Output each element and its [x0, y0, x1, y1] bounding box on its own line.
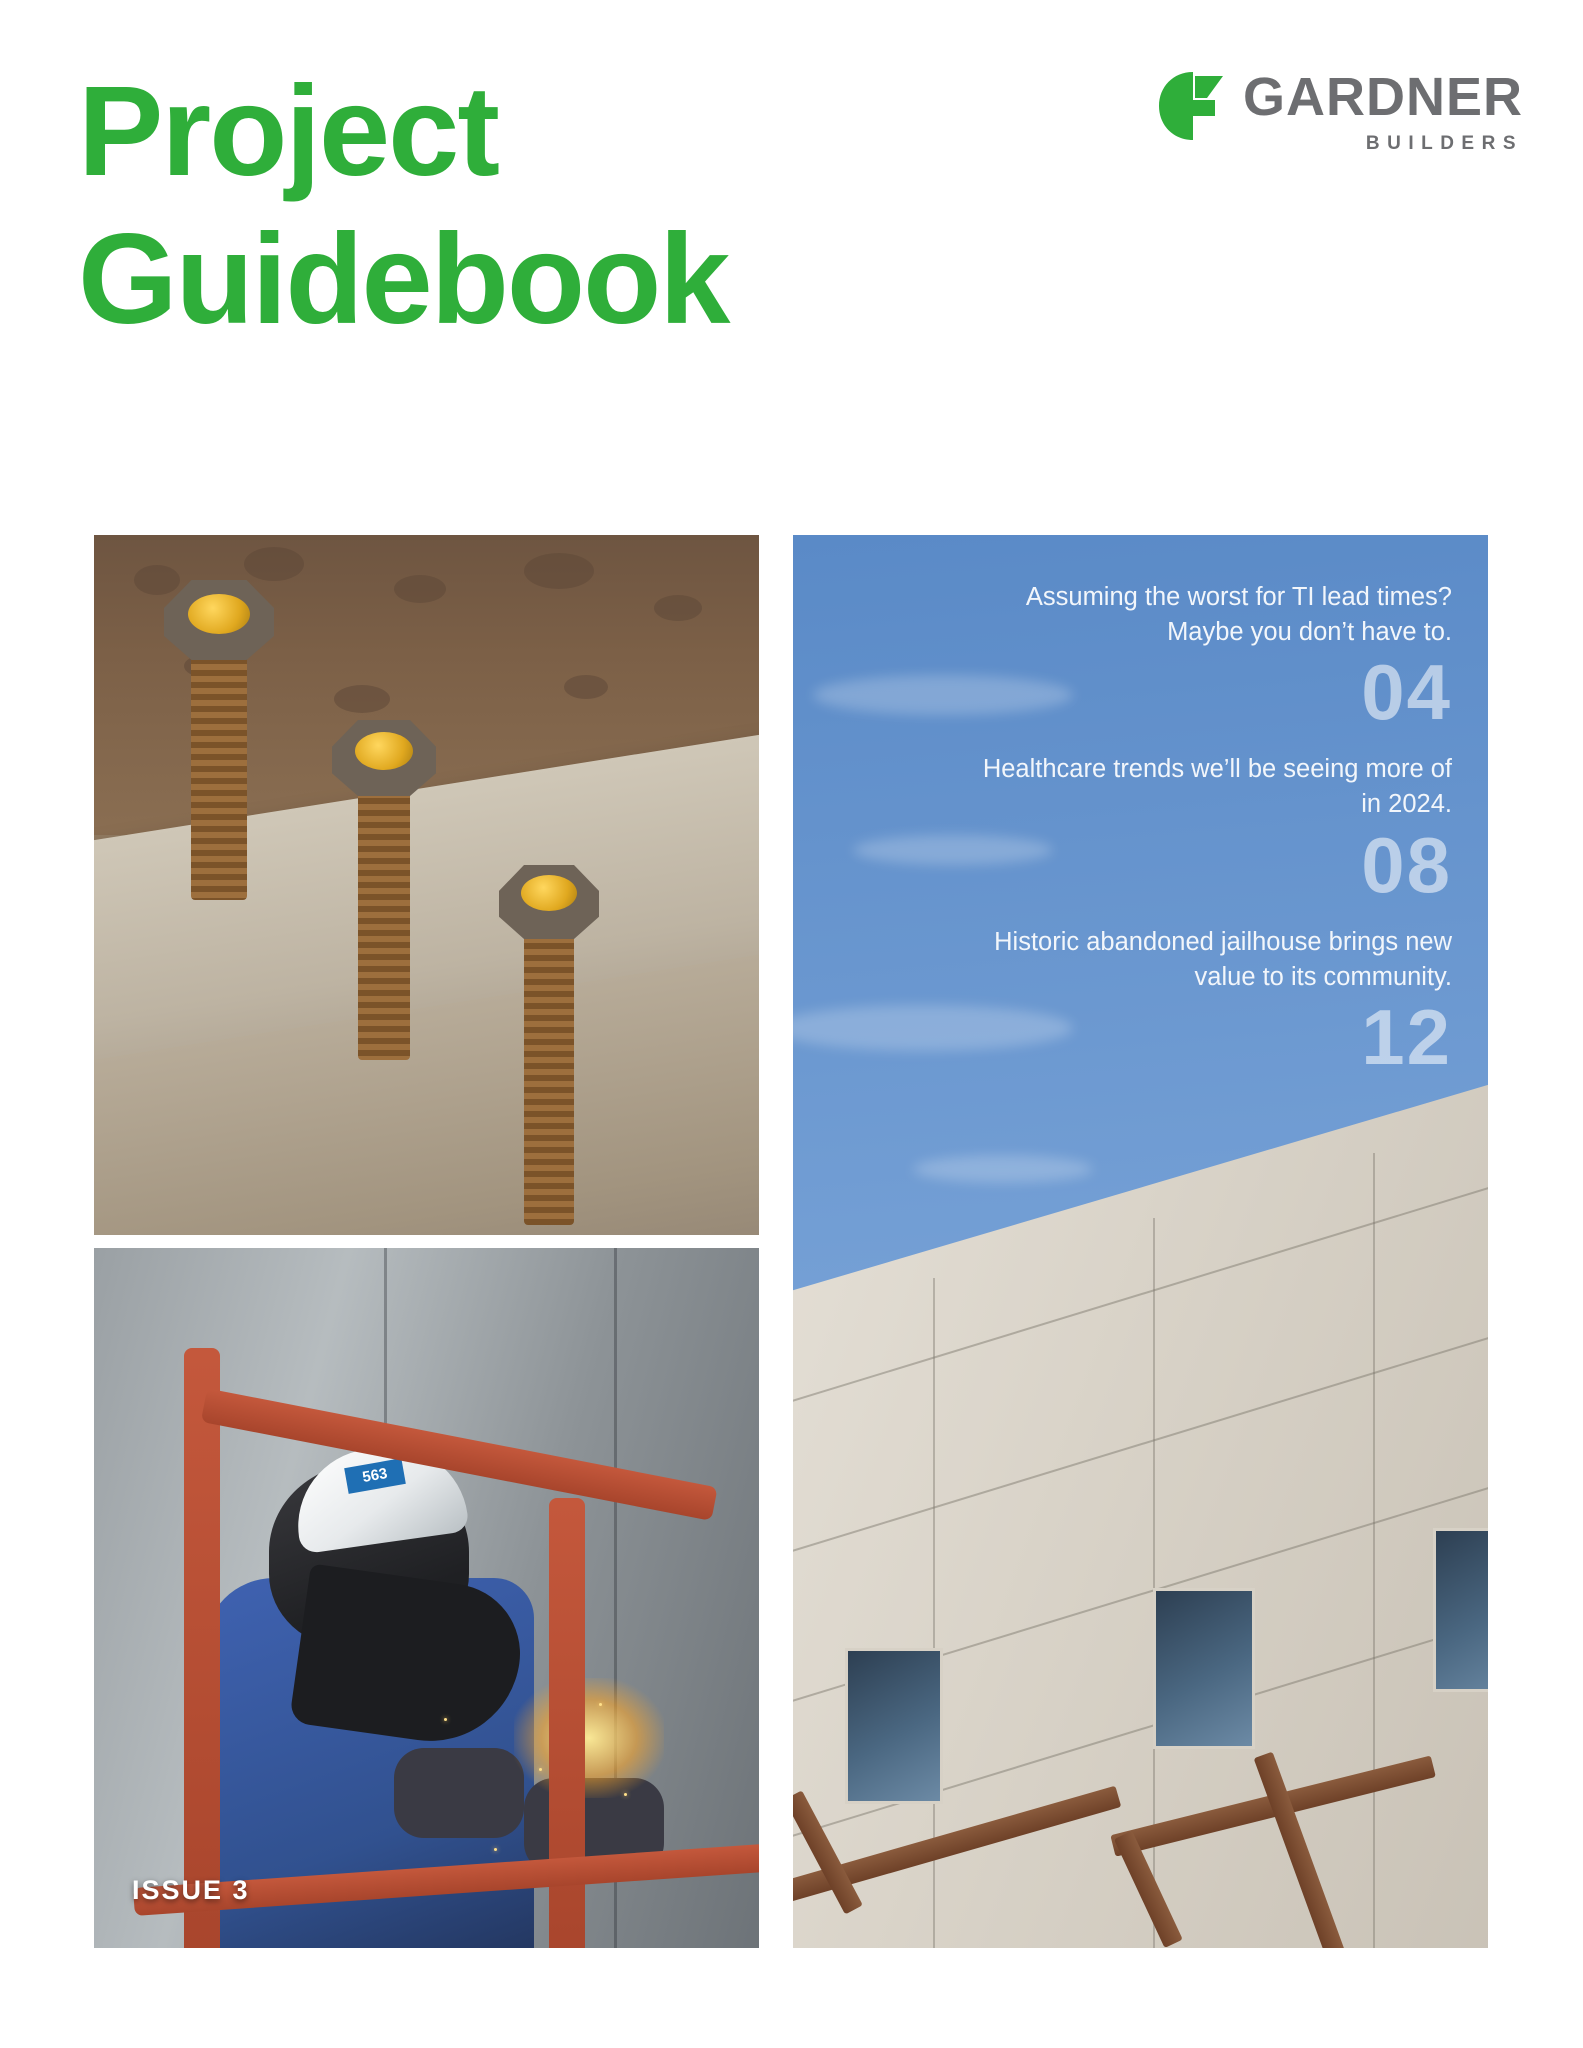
title-line-1: Project	[78, 60, 498, 203]
toc-entry-page: 12	[1361, 992, 1452, 1081]
welding-sparks	[514, 1678, 664, 1798]
issue-label: ISSUE 3	[132, 1875, 250, 1905]
pebble	[394, 575, 446, 603]
welding-glove	[394, 1748, 524, 1838]
photo-building-with-contents	[793, 535, 1488, 1948]
logo-subtitle: BUILDERS	[1365, 133, 1523, 154]
toc-entry[interactable]	[972, 580, 1452, 737]
anchor-bolt	[319, 710, 449, 1040]
page-title	[78, 58, 978, 355]
toc-entry-page: 04	[1361, 648, 1452, 737]
title-line-2: Guidebook	[78, 208, 729, 352]
toc-entry-text: Historic abandoned jailhouse brings new value to its community.	[994, 927, 1452, 991]
photo-anchor-bolts	[94, 535, 759, 1235]
logo-name: GARDNER	[1242, 67, 1523, 127]
building-window	[1433, 1528, 1488, 1692]
table-of-contents	[972, 580, 1452, 1097]
toc-entry-text: Healthcare trends we’ll be seeing more of in 2024.	[982, 755, 1452, 819]
pebble	[654, 595, 702, 621]
pebble	[524, 553, 594, 589]
hard-hat-sticker: 563	[344, 1458, 406, 1494]
pebble	[334, 685, 390, 713]
photo-welder	[94, 1248, 759, 1948]
building-window	[845, 1648, 943, 1804]
scaffold-rail-vertical	[184, 1348, 220, 1948]
toc-entry[interactable]	[972, 752, 1452, 909]
brand-logo	[1157, 67, 1523, 155]
anchor-bolt	[484, 855, 614, 1185]
toc-entry[interactable]	[972, 925, 1452, 1079]
toc-entry-text: Assuming the worst for TI lead times? Maybe you don’t have to.	[1025, 583, 1452, 647]
building-window	[1153, 1588, 1255, 1749]
toc-entry-page: 08	[1361, 820, 1452, 909]
gardner-g-logo-icon	[1157, 70, 1229, 142]
logo-wordmark	[1242, 67, 1523, 155]
pebble	[564, 675, 608, 699]
anchor-bolt	[154, 570, 284, 900]
